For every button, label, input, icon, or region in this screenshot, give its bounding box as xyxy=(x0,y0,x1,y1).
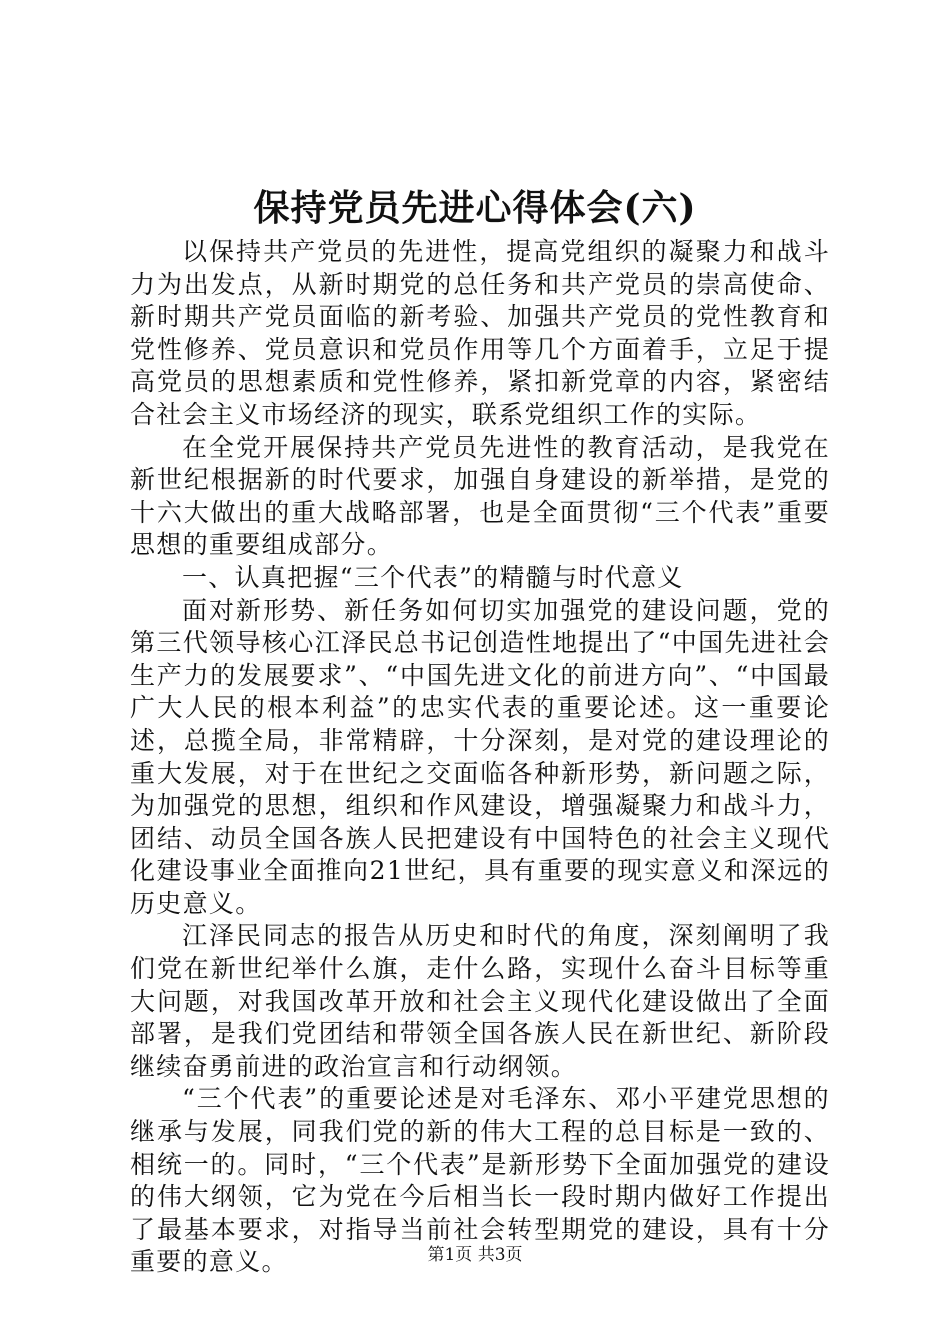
paragraph-inheritance: “三个代表”的重要论述是对毛泽东、邓小平建党思想的继承与发展，同我们党的新的伟大工程的总目标是一致的、相统一的。同时，“三个代表”是新形势下全面加强党的建设的伟大纲领，它为党在今后相当长一段时期内做好工作提出了最基本要求，对指导当前社会转型期党的建设，具有十分重要的意义。 xyxy=(130,1084,830,1277)
document-body xyxy=(130,236,830,1279)
paragraph-campaign: 在全党开展保持共产党员先进性的教育活动，是我党在新世纪根据新的时代要求，加强自身建设的新举措，是党的十六大做出的重大战略部署，也是全面贯彻“三个代表”重要思想的重要组成部分。 xyxy=(130,432,830,560)
section-heading-1: 一、认真把握“三个代表”的精髓与时代意义 xyxy=(182,562,684,592)
paragraph-three-represents: 面对新形势、新任务如何切实加强党的建设问题，党的第三代领导核心江泽民总书记创造性地提出了“中国先进社会生产力的发展要求”、“中国先进文化的前进方向”、“中国最广大人民的根本利益”的忠实代表的重要论述。这一重要论述，总揽全局，非常精辟，十分深刻，是对党的建设理论的重大发展，对于在世纪之交面临各种新形势，新问题之际，为加强党的思想，组织和作风建设，增强凝聚力和战斗力，团结、动员全国各族人民把建设有中国特色的社会主义现代化建设事业全面推向21世纪，具有重要的现实意义和深远的历史意义。 xyxy=(130,595,830,918)
document-title: 保持党员先进心得体会(六) xyxy=(253,187,697,229)
paragraph-report: 江泽民同志的报告从历史和时代的角度，深刻阐明了我们党在新世纪举什么旗，走什么路，实现什么奋斗目标等重大问题，对我国改革开放和社会主义现代化建设做出了全面部署，是我们党团结和带领全国各族人民在新世纪、新阶段继续奋勇前进的政治宣言和行动纲领。 xyxy=(130,921,830,1081)
paragraph-intro: 以保持共产党员的先进性，提高党组织的凝聚力和战斗力为出发点，从新时期党的总任务和共产党员的崇高使命、新时期共产党员面临的新考验、加强共产党员的党性教育和党性修养、党员意识和党员作用等几个方面着手，立足于提高党员的思想素质和党性修养，紧扣新党章的内容，紧密结合社会主义市场经济的现实，联系党组织工作的实际。 xyxy=(130,237,830,429)
page-footer: 第1页 共3页 xyxy=(427,1245,523,1265)
